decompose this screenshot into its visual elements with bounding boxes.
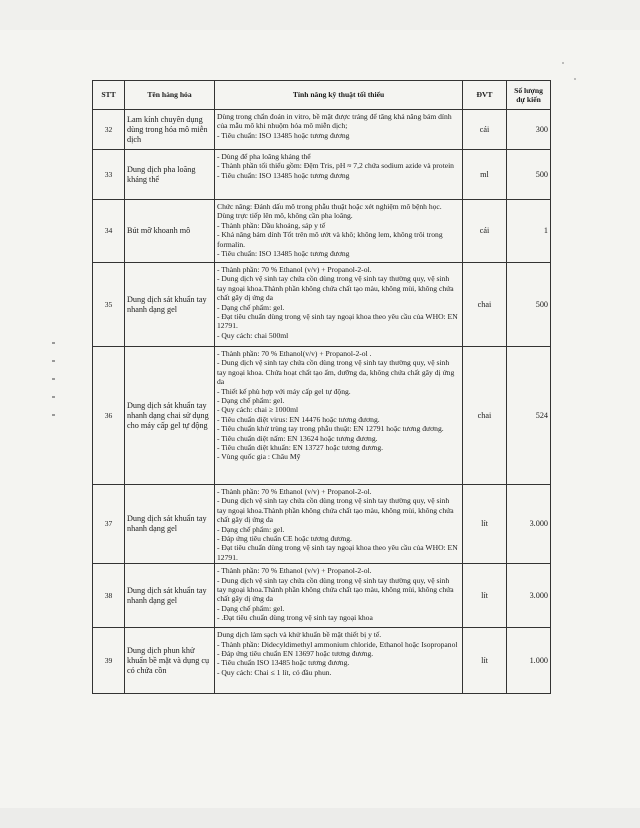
spec-line: - Thành phần tối thiểu gồm: Đệm Tris, pH ≈ 7,2 chứa sodium azide và protein (217, 161, 454, 171)
header-qty: Số lượng dự kiến (507, 81, 551, 110)
binding-marks (52, 342, 58, 432)
row-stt: 35 (93, 263, 125, 347)
spec-line: Dung dịch làm sạch và khử khuẩn bề mặt thiết bị y tế. (217, 630, 382, 640)
row-spec (215, 347, 463, 485)
spec-line: - Thành phần: 70 % Ethanol (v/v) + Propanol-2-ol. (217, 265, 372, 274)
scan-speck (574, 78, 576, 80)
row-qty: 3.000 (507, 564, 551, 628)
table-header-row (93, 81, 551, 110)
spec-line: - Tiêu chuẩn diệt virus: EN 14476 hoặc tương đương. (217, 414, 380, 424)
spec-line: - Tiêu chuẩn diệt nấm: EN 13624 hoặc tương đương. (217, 433, 378, 443)
row-item-name: Dung dịch sát khuẩn tay nhanh dạng gel (125, 263, 215, 347)
spec-line: - Tiêu chuẩn: ISO 13485 hoặc tương đương (217, 249, 350, 259)
table-row (93, 347, 551, 485)
row-qty: 500 (507, 263, 551, 347)
spec-line: - Tiêu chuẩn diệt khuẩn: EN 13727 hoặc tương đương. (217, 443, 384, 453)
row-spec (215, 200, 463, 263)
spec-line: - Thành phần: 70 % Ethanol (v/v) + Propanol-2-ol. (217, 487, 372, 496)
scan-speck (562, 62, 564, 64)
spec-line: - Tiêu chuẩn ISO 13485 hoặc tương đương. (217, 658, 350, 668)
spec-line: - Đáp ứng tiêu chuẩn CE hoặc tương đương. (217, 534, 352, 544)
spec-line: - Thành phần: 70 % Ethanol (v/v) + Propanol-2-ol. (217, 566, 372, 576)
spec-line: - .Đạt tiêu chuẩn dùng trong vệ sinh tay ngoại khoa (217, 613, 373, 623)
row-item-name: Lam kính chuyên dụng dùng trong hóa mô miễn dịch (125, 110, 215, 150)
row-unit: cái (463, 200, 507, 263)
scan-bottom-edge (0, 808, 640, 828)
table-row (93, 150, 551, 200)
spec-line: - Dung dịch vệ sinh tay chứa cồn dùng trong vệ sinh tay thường quy, vệ sinh tay ngoại khoa.Thành phần không chứa chất tạo màu, không mùi, không chứa chất gây dị ứng da (217, 274, 454, 303)
spec-line: - Quy cách: chai 500ml (217, 330, 289, 340)
spec-line: Chức năng: Đánh dấu mô trong phẫu thuật hoặc xét nghiệm mô bệnh học. Dùng trực tiếp lên mô, không cần pha loãng. (217, 202, 442, 221)
spec-line: - Dạng chế phẩm: gel. (217, 603, 285, 613)
spec-line: - Dùng để pha loãng kháng thể (217, 152, 311, 161)
table-row (93, 564, 551, 628)
row-spec (215, 110, 463, 150)
row-spec (215, 485, 463, 564)
header-stt: STT (93, 81, 125, 110)
spec-line: - Đạt tiêu chuẩn dùng trong vệ sinh tay ngoại khoa theo yêu cầu của WHO: EN 12791. (217, 312, 458, 331)
spec-line: - Đáp ứng tiêu chuẩn EN 13697 hoặc tương đương. (217, 649, 374, 659)
row-unit: lít (463, 485, 507, 564)
table-row (93, 485, 551, 564)
table-row (93, 110, 551, 150)
row-item-name: Dung dịch sát khuẩn tay nhanh dạng gel (125, 564, 215, 628)
row-stt: 38 (93, 564, 125, 628)
spec-line: - Dạng chế phẩm: gel. (217, 302, 285, 312)
technical-spec-table (92, 80, 551, 694)
row-item-name: Dung dịch pha loãng kháng thể (125, 150, 215, 200)
spec-line: - Dung dịch vệ sinh tay chứa cồn dùng trong vệ sinh tay thường quy, vệ sinh tay ngoại khoa. Chứa hoạt chất tạo ẩm, dưỡng da, không chứa chất gây dị ứng da (217, 358, 455, 387)
row-unit: cái (463, 110, 507, 150)
row-qty: 300 (507, 110, 551, 150)
spec-line: Dùng trong chẩn đoán in vitro, bề mặt được tráng để tăng khả năng bám dính của mẫu mô khi nhuộm hóa mô miễn dịch; (217, 112, 452, 131)
row-item-name: Dung dịch sát khuẩn tay nhanh dạng gel (125, 485, 215, 564)
row-unit: lít (463, 628, 507, 694)
row-stt: 39 (93, 628, 125, 694)
row-qty: 1.000 (507, 628, 551, 694)
spec-line: - Quy cách: chai ≥ 1000ml (217, 405, 299, 415)
row-stt: 36 (93, 347, 125, 485)
spec-line: - Tiêu chuẩn khử trùng tay trong phẫu thuật: EN 12791 hoặc tương đương. (217, 424, 444, 434)
row-unit: ml (463, 150, 507, 200)
row-spec (215, 263, 463, 347)
spec-line: - Vùng quốc gia : Châu Mỹ (217, 452, 301, 462)
header-name: Tên hàng hóa (125, 81, 215, 110)
row-spec (215, 628, 463, 694)
row-qty: 1 (507, 200, 551, 263)
spec-line: - Dung dịch vệ sinh tay chứa cồn dùng trong vệ sinh tay thường quy, vệ sinh tay ngoại khoa.Thành phần không chứa chất tạo màu, không mùi, không chứa chất gây dị ứng da (217, 575, 454, 604)
row-qty: 500 (507, 150, 551, 200)
spec-line: - Đạt tiêu chuẩn dùng trong vệ sinh tay ngoại khoa theo yêu cầu của WHO: EN 12791. (217, 543, 458, 562)
row-qty: 524 (507, 347, 551, 485)
row-stt: 37 (93, 485, 125, 564)
row-unit: chai (463, 263, 507, 347)
spec-line: - Dạng chế phẩm: gel. (217, 524, 285, 534)
row-spec (215, 150, 463, 200)
row-item-name: Dung dịch sát khuẩn tay nhanh dạng chai sử dụng cho máy cấp gel tự động (125, 347, 215, 485)
header-spec: Tính năng kỹ thuật tối thiểu (215, 81, 463, 110)
row-item-name: Dung dịch phun khử khuẩn bề mặt và dụng cụ có chứa cồn (125, 628, 215, 694)
row-unit: lít (463, 564, 507, 628)
table-row (93, 263, 551, 347)
spec-line: - Thành phần: Dầu khoáng, sáp y tế (217, 220, 326, 230)
row-stt: 34 (93, 200, 125, 263)
spec-line: - Dung dịch vệ sinh tay chứa cồn dùng trong vệ sinh tay thường quy, vệ sinh tay ngoại khoa.Thành phần không chứa chất tạo màu, không mùi, không chứa chất gây dị ứng da (217, 496, 454, 525)
table-row (93, 200, 551, 263)
spec-line: - Dạng chế phẩm: gel. (217, 396, 285, 406)
header-unit: ĐVT (463, 81, 507, 110)
row-qty: 3.000 (507, 485, 551, 564)
spec-line: - Thành phần: 70 % Ethanol(v/v) + Propanol-2-ol . (217, 349, 372, 358)
row-unit: chai (463, 347, 507, 485)
spec-line: - Tiêu chuẩn: ISO 13485 hoặc tương đương (217, 130, 350, 140)
row-item-name: Bút mỡ khoanh mô (125, 200, 215, 263)
spec-line: - Quy cách: Chai ≤ 1 lít, có đầu phun. (217, 667, 332, 677)
spec-line: - Khả năng bám dính Tốt trên mô ướt và khô; không lem, không trôi trong formalin. (217, 230, 443, 249)
table-row (93, 628, 551, 694)
row-spec (215, 564, 463, 628)
row-stt: 33 (93, 150, 125, 200)
spec-line: - Tiêu chuẩn: ISO 13485 hoặc tương đương (217, 170, 350, 180)
spec-line: - Thiết kế phù hợp với máy cấp gel tự động. (217, 386, 351, 396)
spec-line: - Thành phần: Didecyldimethyl ammonium chloride, Ethanol hoặc Isopropanol (217, 639, 458, 649)
scan-top-edge (0, 0, 640, 30)
row-stt: 32 (93, 110, 125, 150)
